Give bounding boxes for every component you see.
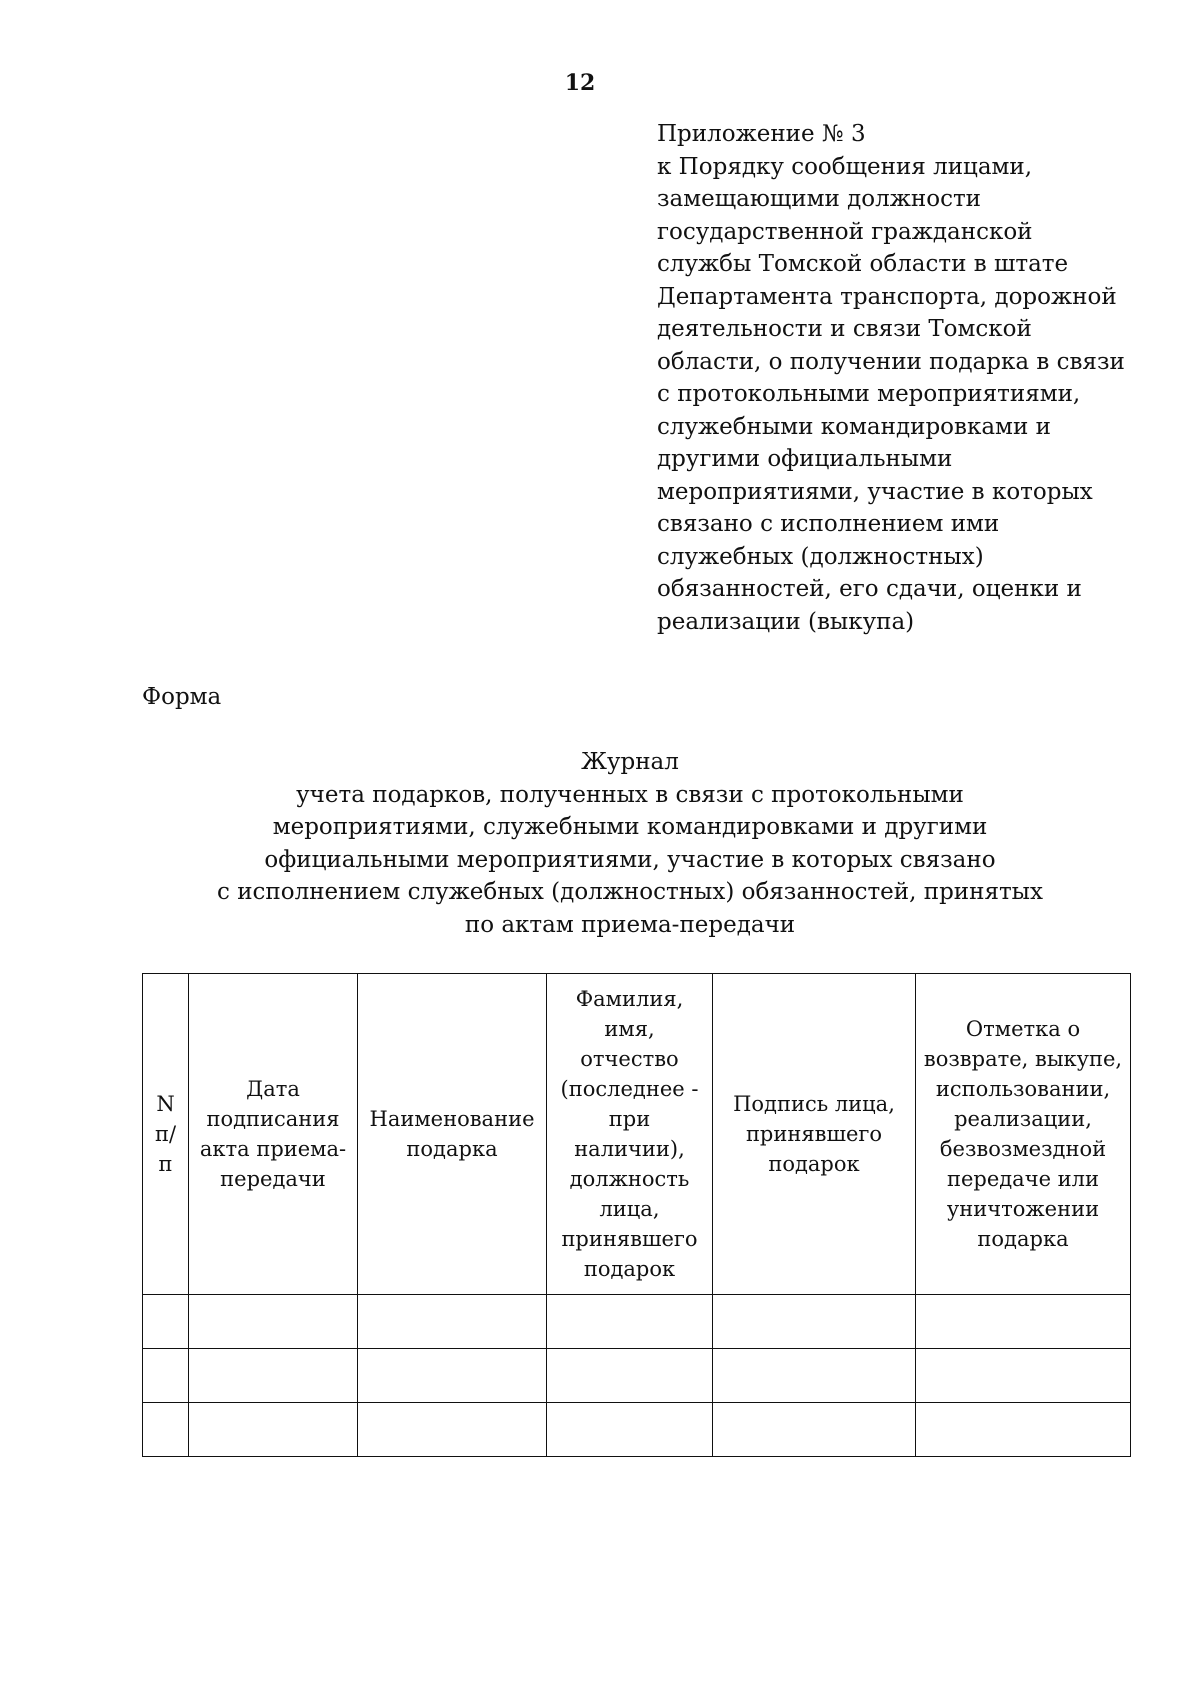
journal-heading	[140, 746, 1120, 941]
appendix-line: службы Томской области в штате	[657, 251, 1069, 277]
appendix-line: мероприятиями, участие в которых	[657, 478, 1093, 505]
appendix-block	[657, 118, 1137, 638]
table-cell	[547, 1403, 713, 1457]
table-cell	[916, 1349, 1131, 1403]
table-cell	[358, 1403, 547, 1457]
appendix-line: связано с исполнением ими	[657, 511, 1000, 537]
appendix-line: Департамента транспорта, дорожной	[657, 283, 1117, 310]
gift-register-table	[142, 973, 1131, 1457]
appendix-line: с протокольными мероприятиями,	[657, 381, 1081, 407]
header-receiver-name: Фамилия, имя, отчество (последнее - при наличии), должность лица, принявшего подарок	[547, 974, 713, 1295]
table-cell	[143, 1403, 189, 1457]
header-number: N п/ п	[143, 974, 189, 1295]
table-cell	[143, 1349, 189, 1403]
appendix-line: служебными командировками и	[657, 413, 1051, 440]
table-cell	[713, 1295, 916, 1349]
journal-subtitle-line: официальными мероприятиями, участие в которых связано	[264, 846, 996, 873]
table-row	[143, 1295, 1131, 1349]
table-cell	[547, 1349, 713, 1403]
table-header-row	[143, 974, 1131, 1295]
appendix-line: области, о получении подарка в связи	[657, 348, 1125, 375]
page-number: 12	[564, 70, 596, 96]
journal-title: Журнал	[581, 749, 679, 775]
table-row	[143, 1349, 1131, 1403]
journal-subtitle-line: мероприятиями, служебными командировками и другими	[272, 814, 988, 840]
header-receiver-signature: Подпись лица, принявшего подарок	[713, 974, 916, 1295]
table-cell	[713, 1349, 916, 1403]
journal-subtitle-line: с исполнением служебных (должностных) обязанностей, принятых	[217, 879, 1043, 905]
form-label: Форма	[142, 684, 222, 710]
table-cell	[189, 1295, 358, 1349]
header-disposition-mark: Отметка о возврате, выкупе, использовании, реализации, безвозмездной передаче или уничтожении подарка	[916, 974, 1131, 1295]
header-gift-name: Наименование подарка	[358, 974, 547, 1295]
appendix-line: другими официальными	[657, 446, 953, 472]
appendix-line: Приложение № 3	[657, 121, 866, 147]
appendix-line: государственной гражданской	[657, 218, 1033, 245]
appendix-line: обязанностей, его сдачи, оценки и	[657, 576, 1082, 602]
table-cell	[143, 1295, 189, 1349]
header-act-date: Дата подписания акта приема- передачи	[189, 974, 358, 1295]
table-cell	[358, 1295, 547, 1349]
table-cell	[189, 1349, 358, 1403]
appendix-line: служебных (должностных)	[657, 543, 984, 570]
table-cell	[916, 1295, 1131, 1349]
appendix-line: деятельности и связи Томской	[657, 316, 1032, 342]
journal-subtitle-line: по актам приема-передачи	[464, 911, 796, 938]
appendix-line: к Порядку сообщения лицами,	[657, 153, 1033, 180]
appendix-line: замещающими должности	[657, 186, 982, 212]
table-cell	[713, 1403, 916, 1457]
journal-subtitle-line: учета подарков, полученных в связи с протокольными	[296, 781, 964, 808]
table-cell	[916, 1403, 1131, 1457]
table-cell	[547, 1295, 713, 1349]
appendix-line: реализации (выкупа)	[657, 608, 915, 635]
table-cell	[189, 1403, 358, 1457]
table-row	[143, 1403, 1131, 1457]
table-cell	[358, 1349, 547, 1403]
